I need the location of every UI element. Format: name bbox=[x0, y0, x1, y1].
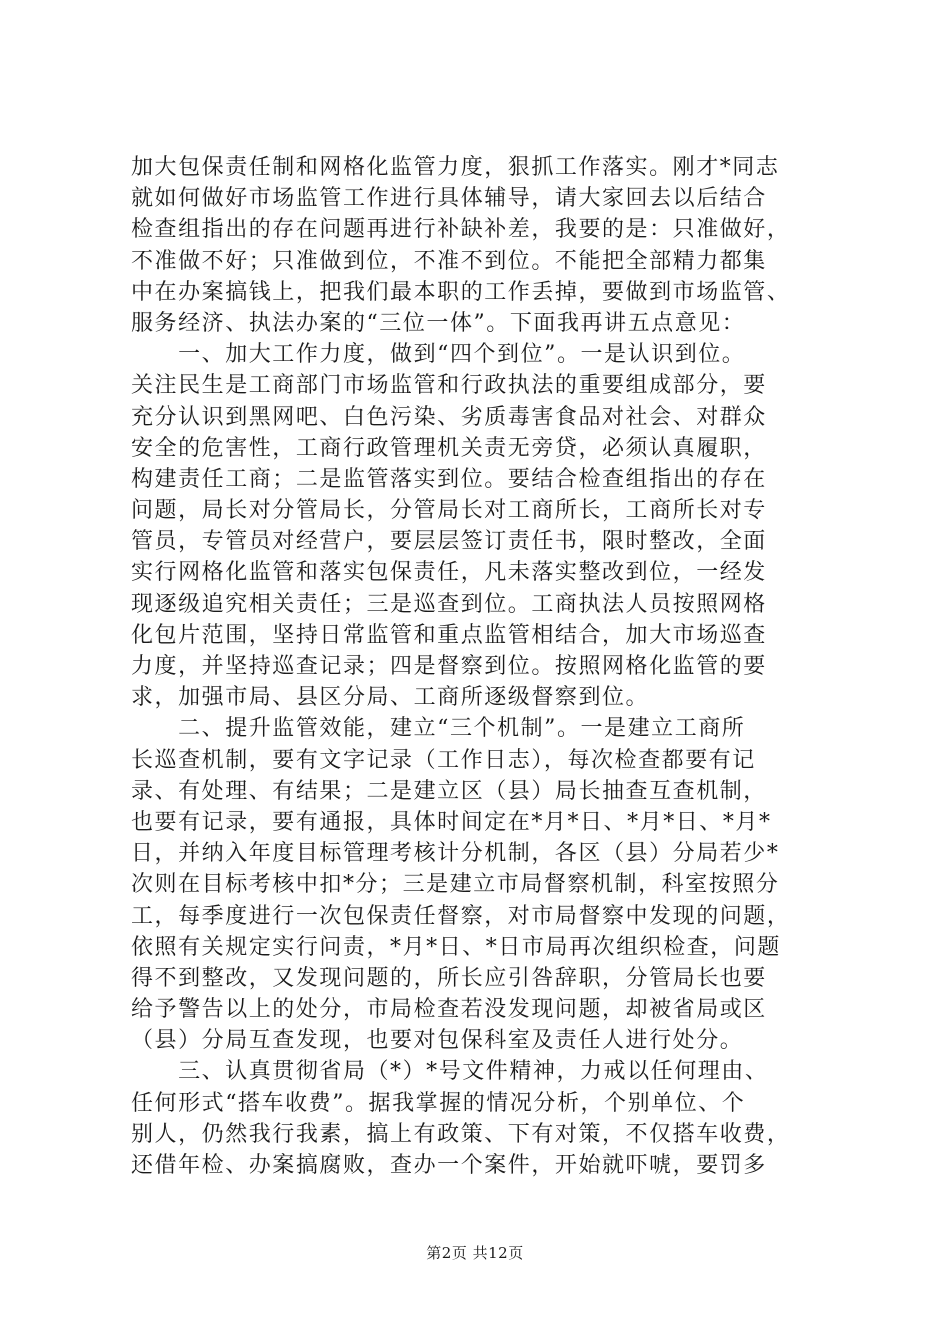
text-line: 充分认识到黑网吧、白色污染、劣质毒害食品对社会、对群众 bbox=[131, 404, 767, 430]
text-line: 关注民生是工商部门市场监管和行政执法的重要组成部分，要 bbox=[131, 373, 767, 399]
text-line: 安全的危害性，工商行政管理机关责无旁贷，必须认真履职， bbox=[131, 435, 767, 461]
text-line: 三、认真贯彻省局（*）*号文件精神，力戒以任何理由、 bbox=[131, 1059, 769, 1085]
text-line: 一、加大工作力度，做到“四个到位”。一是认识到位。 bbox=[131, 342, 746, 368]
text-line: 不准做不好；只准做到位，不准不到位。不能把全部精力都集 bbox=[131, 248, 767, 274]
page-footer bbox=[0, 1242, 950, 1263]
page-number-label: 第2页 共12页 bbox=[426, 1244, 524, 1262]
text-line: 还借年检、办案搞腐败，查办一个案件，开始就吓唬，要罚多 bbox=[131, 1153, 767, 1178]
text-line: 中在办案搞钱上，把我们最本职的工作丢掉，要做到市场监管、 bbox=[131, 279, 791, 305]
text-line: （县）分局互查发现，也要对包保科室及责任人进行处分。 bbox=[131, 1028, 744, 1054]
text-line: 化包片范围，坚持日常监管和重点监管相结合，加大市场巡查 bbox=[131, 622, 767, 648]
text-line: 服务经济、执法办案的“三位一体”。下面我再讲五点意见： bbox=[131, 310, 746, 336]
text-line: 力度，并坚持巡查记录；四是督察到位。按照网格化监管的要 bbox=[131, 654, 767, 679]
text-line: 管员，专管员对经营户，要层层签订责任书，限时整改，全面 bbox=[131, 529, 767, 555]
text-line: 实行网格化监管和落实包保责任，凡未落实整改到位，一经发 bbox=[131, 560, 767, 586]
text-line: 别人，仍然我行我素，搞上有政策、下有对策，不仅搭车收费， bbox=[131, 1121, 791, 1147]
text-line: 检查组指出的存在问题再进行补缺补差，我要的是：只准做好， bbox=[131, 217, 791, 243]
text-line: 现逐级追究相关责任；三是巡查到位。工商执法人员按照网格 bbox=[131, 591, 767, 617]
text-line: 问题，局长对分管局长，分管局长对工商所长，工商所长对专 bbox=[131, 498, 767, 524]
text-line: 就如何做好市场监管工作进行具体辅导，请大家回去以后结合 bbox=[131, 186, 767, 212]
text-line: 二、提升监管效能，建立“三个机制”。一是建立工商所 bbox=[131, 716, 746, 742]
text-line: 构建责任工商；二是监管落实到位。要结合检查组指出的存在 bbox=[131, 466, 767, 492]
text-line: 给予警告以上的处分，市局检查若没发现问题，却被省局或区 bbox=[131, 997, 767, 1023]
text-line: 依照有关规定实行问责，*月*日、*日市局再次组织检查，问题 bbox=[131, 934, 781, 960]
text-line: 也要有记录，要有通报，具体时间定在*月*日、*月*日、*月* bbox=[131, 809, 772, 835]
text-line: 次则在目标考核中扣*分；三是建立市局督察机制，科室按照分 bbox=[131, 872, 780, 898]
text-line: 录、有处理、有结果；二是建立区（县）局长抽查互查机制， bbox=[131, 778, 767, 804]
text-line: 日，并纳入年度目标管理考核计分机制，各区（县）分局若少* bbox=[131, 841, 780, 867]
text-line: 长巡查机制，要有文字记录（工作日志），每次检查都要有记 bbox=[131, 747, 756, 773]
text-line: 加大包保责任制和网格化监管力度，狠抓工作落实。刚才*同志 bbox=[131, 155, 780, 180]
text-line: 工，每季度进行一次包保责任督察，对市局督察中发现的问题， bbox=[131, 903, 791, 929]
text-line: 得不到整改，又发现问题的，所长应引咎辞职，分管局长也要 bbox=[131, 965, 767, 991]
text-line: 求，加强市局、县区分局、工商所逐级督察到位。 bbox=[131, 685, 650, 711]
document-body bbox=[131, 152, 831, 1181]
text-line: 任何形式“搭车收费”。据我掌握的情况分析，个别单位、个 bbox=[131, 1090, 746, 1116]
